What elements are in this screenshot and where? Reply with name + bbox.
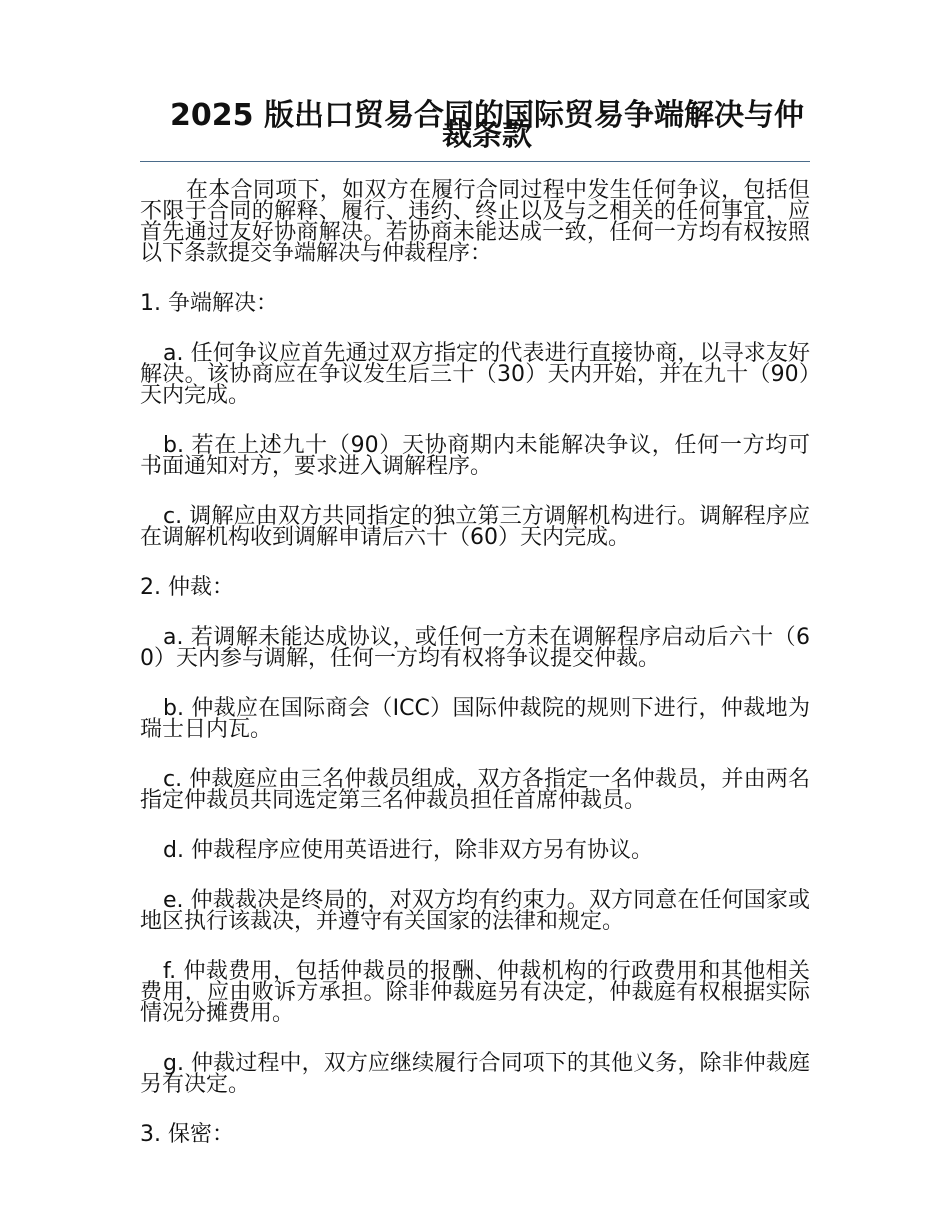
intro-paragraph: 在本合同项下，如双方在履行合同过程中发生任何争议，包括但不限于合同的解释、履行、违约、终止以及与之相关的任何事宜，应首先通过友好协商解决。若协商未能达成一致，任何一方均有权按照以下条款提交争端解决与仲裁程序：	[140, 178, 810, 266]
section-heading-confidentiality: 3. 保密：	[140, 1122, 234, 1147]
clause-2g: g. 仲裁过程中，双方应继续履行合同项下的其他义务，除非仲裁庭另有决定。	[140, 1051, 810, 1097]
clause-1a: a. 任何争议应首先通过双方指定的代表进行直接协商，以寻求友好解决。该协商应在争议发生后三十（30）天内开始，并在九十（90）天内完成。	[140, 341, 810, 408]
document-body	[140, 180, 810, 1174]
clause-2f: f. 仲裁费用，包括仲裁员的报酬、仲裁机构的行政费用和其他相关费用，应由败诉方承担。除非仲裁庭另有决定，仲裁庭有权根据实际情况分摊费用。	[140, 959, 810, 1026]
title-divider	[140, 161, 810, 162]
clause-1c: c. 调解应由双方共同指定的独立第三方调解机构进行。调解程序应在调解机构收到调解申请后六十（60）天内完成。	[140, 504, 810, 550]
clause-2b: b. 仲裁应在国际商会（ICC）国际仲裁院的规则下进行，仲裁地为瑞士日内瓦。	[140, 696, 810, 742]
clause-2d: d. 仲裁程序应使用英语进行，除非双方另有协议。	[163, 838, 653, 863]
clause-2c: c. 仲裁庭应由三名仲裁员组成，双方各指定一名仲裁员，并由两名指定仲裁员共同选定第三名仲裁员担任首席仲裁员。	[140, 767, 810, 813]
clause-2a: a. 若调解未能达成协议，或任何一方未在调解程序启动后六十（60）天内参与调解，任何一方均有权将争议提交仲裁。	[140, 625, 810, 671]
clause-2e: e. 仲裁裁决是终局的，对双方均有约束力。双方同意在任何国家或地区执行该裁决，并遵守有关国家的法律和规定。	[140, 888, 810, 934]
document-title: 2025 版出口贸易合同的国际贸易争端解决与仲裁条款	[170, 98, 804, 153]
section-heading-arbitration: 2. 仲裁：	[140, 575, 234, 600]
clause-1b: b. 若在上述九十（90）天协商期内未能解决争议，任何一方均可书面通知对方，要求进入调解程序。	[140, 433, 810, 479]
section-heading-dispute: 1. 争端解决：	[140, 291, 278, 316]
